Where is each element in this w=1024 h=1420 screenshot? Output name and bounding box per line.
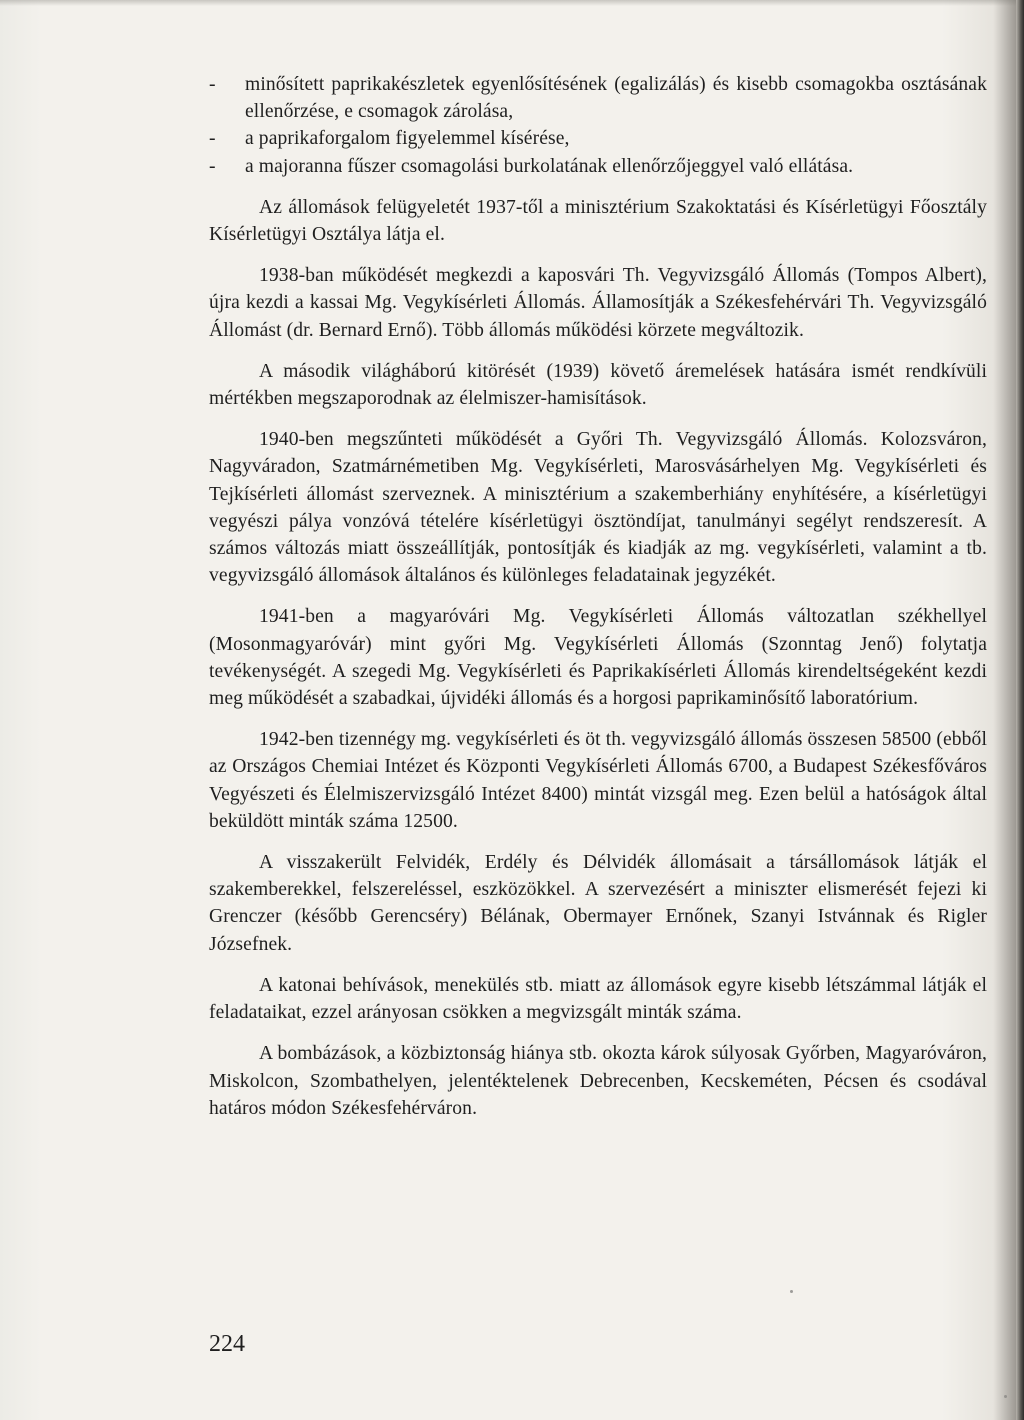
paragraph: A katonai behívások, menekülés stb. miatt az állomások egyre kisebb létszámmal látják el feladataikat, ezzel arányosan csökken a megvizsgált minták száma. [209, 974, 987, 1024]
bullet-dash: - [209, 74, 216, 95]
paragraph: 1940-ben megszűnteti működését a Győri Th. Vegyvizsgáló Állomás. Kolozsváron, Nagyváradon, Szatmárnémetiben Mg. Vegykísérleti, Marosvásárhelyen Mg. Vegykísérleti és Tejkísérleti állomást szerveznek. A minisztérium a szakemberhiány enyhítésére, a kísérletügyi vegyészi pálya vonzóvá tételére kísérletügyi ösztöndíjat, tanulmányi segélyt rendszeresít. A számos változás miatt összeállítják, pontosítják és kiadják az mg. vegykísérleti, valamint a tb. vegyvizsgáló állomások általános és különleges feladatainak jegyzékét. [209, 429, 987, 587]
paragraph: A bombázások, a közbiztonság hiánya stb. okozta károk súlyosak Győrben, Magyaróváron, Miskolcon, Szombathelyen, jelentéktelenek Debrecenben, Kecskeméten, Pécsen és csodával határos módon Székesfehérváron. [209, 1043, 987, 1119]
page-top-shadow [0, 0, 1024, 6]
bullet-item [209, 153, 987, 180]
bullet-item [209, 71, 987, 125]
paragraph: A második világháború kitörését (1939) követő áremelések hatására ismét rendkívüli mértékben megszaporodnak az élelmiszer-hamisítások. [209, 360, 987, 410]
paper-speck [790, 1290, 793, 1293]
body-text [209, 71, 987, 1122]
paragraph: 1941-ben a magyaróvári Mg. Vegykísérleti Állomás változatlan székhellyel (Mosonmagyaróvár) mint győri Mg. Vegykísérleti Állomás (Szonntag Jenő) folytatja tevékenységét. A szegedi Mg. Vegykísérleti és Paprikakísérleti Állomás kirendeltségeként kezdi meg működését a szabadkai, újvidéki állomás és a horgosi paprikaminősítő laboratórium. [209, 606, 987, 710]
paper-speck [1004, 1395, 1007, 1398]
bullet-dash: - [209, 128, 216, 150]
bullet-dash: - [209, 155, 216, 177]
page-binding-edge [1016, 0, 1024, 1420]
page-number: 224 [209, 1331, 245, 1357]
bullet-text: a paprikaforgalom figyelemmel kísérése, [245, 128, 570, 150]
paragraph: Az állomások felügyeletét 1937-től a minisztérium Szakoktatási és Kísérletügyi Főosztály Kísérletügyi Osztálya látja el. [209, 196, 987, 246]
paragraph: 1942-ben tizennégy mg. vegykísérleti és öt th. vegyvizsgáló állomás összesen 58500 (ebből az Országos Chemiai Intézet és Központi Vegykísérleti Állomás 6700, a Budapest Székesfőváros Vegyészeti és Élelmiszervizsgáló Intézet 8400) mintát vizsgál meg. Ezen belül a hatóságok által beküldött minták száma 12500. [209, 729, 987, 832]
bullet-item [209, 125, 987, 152]
bullet-text: minősített paprikakészletek egyenlősítésének (egalizálás) és kisebb csomagokba osztásának ellenőrzése, e csomagok zárolása, [245, 74, 987, 123]
bullet-text: a majoranna fűszer csomagolási burkolatának ellenőrzőjeggyel való ellátása. [245, 155, 854, 177]
paragraph: A visszakerült Felvidék, Erdély és Délvidék állomásait a társállomások látják el szakemberekkel, felszereléssel, eszközökkel. A szervezésért a miniszter elismerését fejezi ki Grenczer (később Gerencséry) Bélának, Obermayer Ernőnek, Szanyi Istvánnak és Rigler Józsefnek. [209, 852, 987, 955]
paragraph: 1938-ban működését megkezdi a kaposvári Th. Vegyvizsgáló Állomás (Tompos Albert), újra kezdi a kassai Mg. Vegykísérleti Állomás. Államosítják a Székesfehérvári Th. Vegyvizsgáló Állomást (dr. Bernard Ernő). Több állomás működési körzete megváltozik. [209, 265, 987, 341]
